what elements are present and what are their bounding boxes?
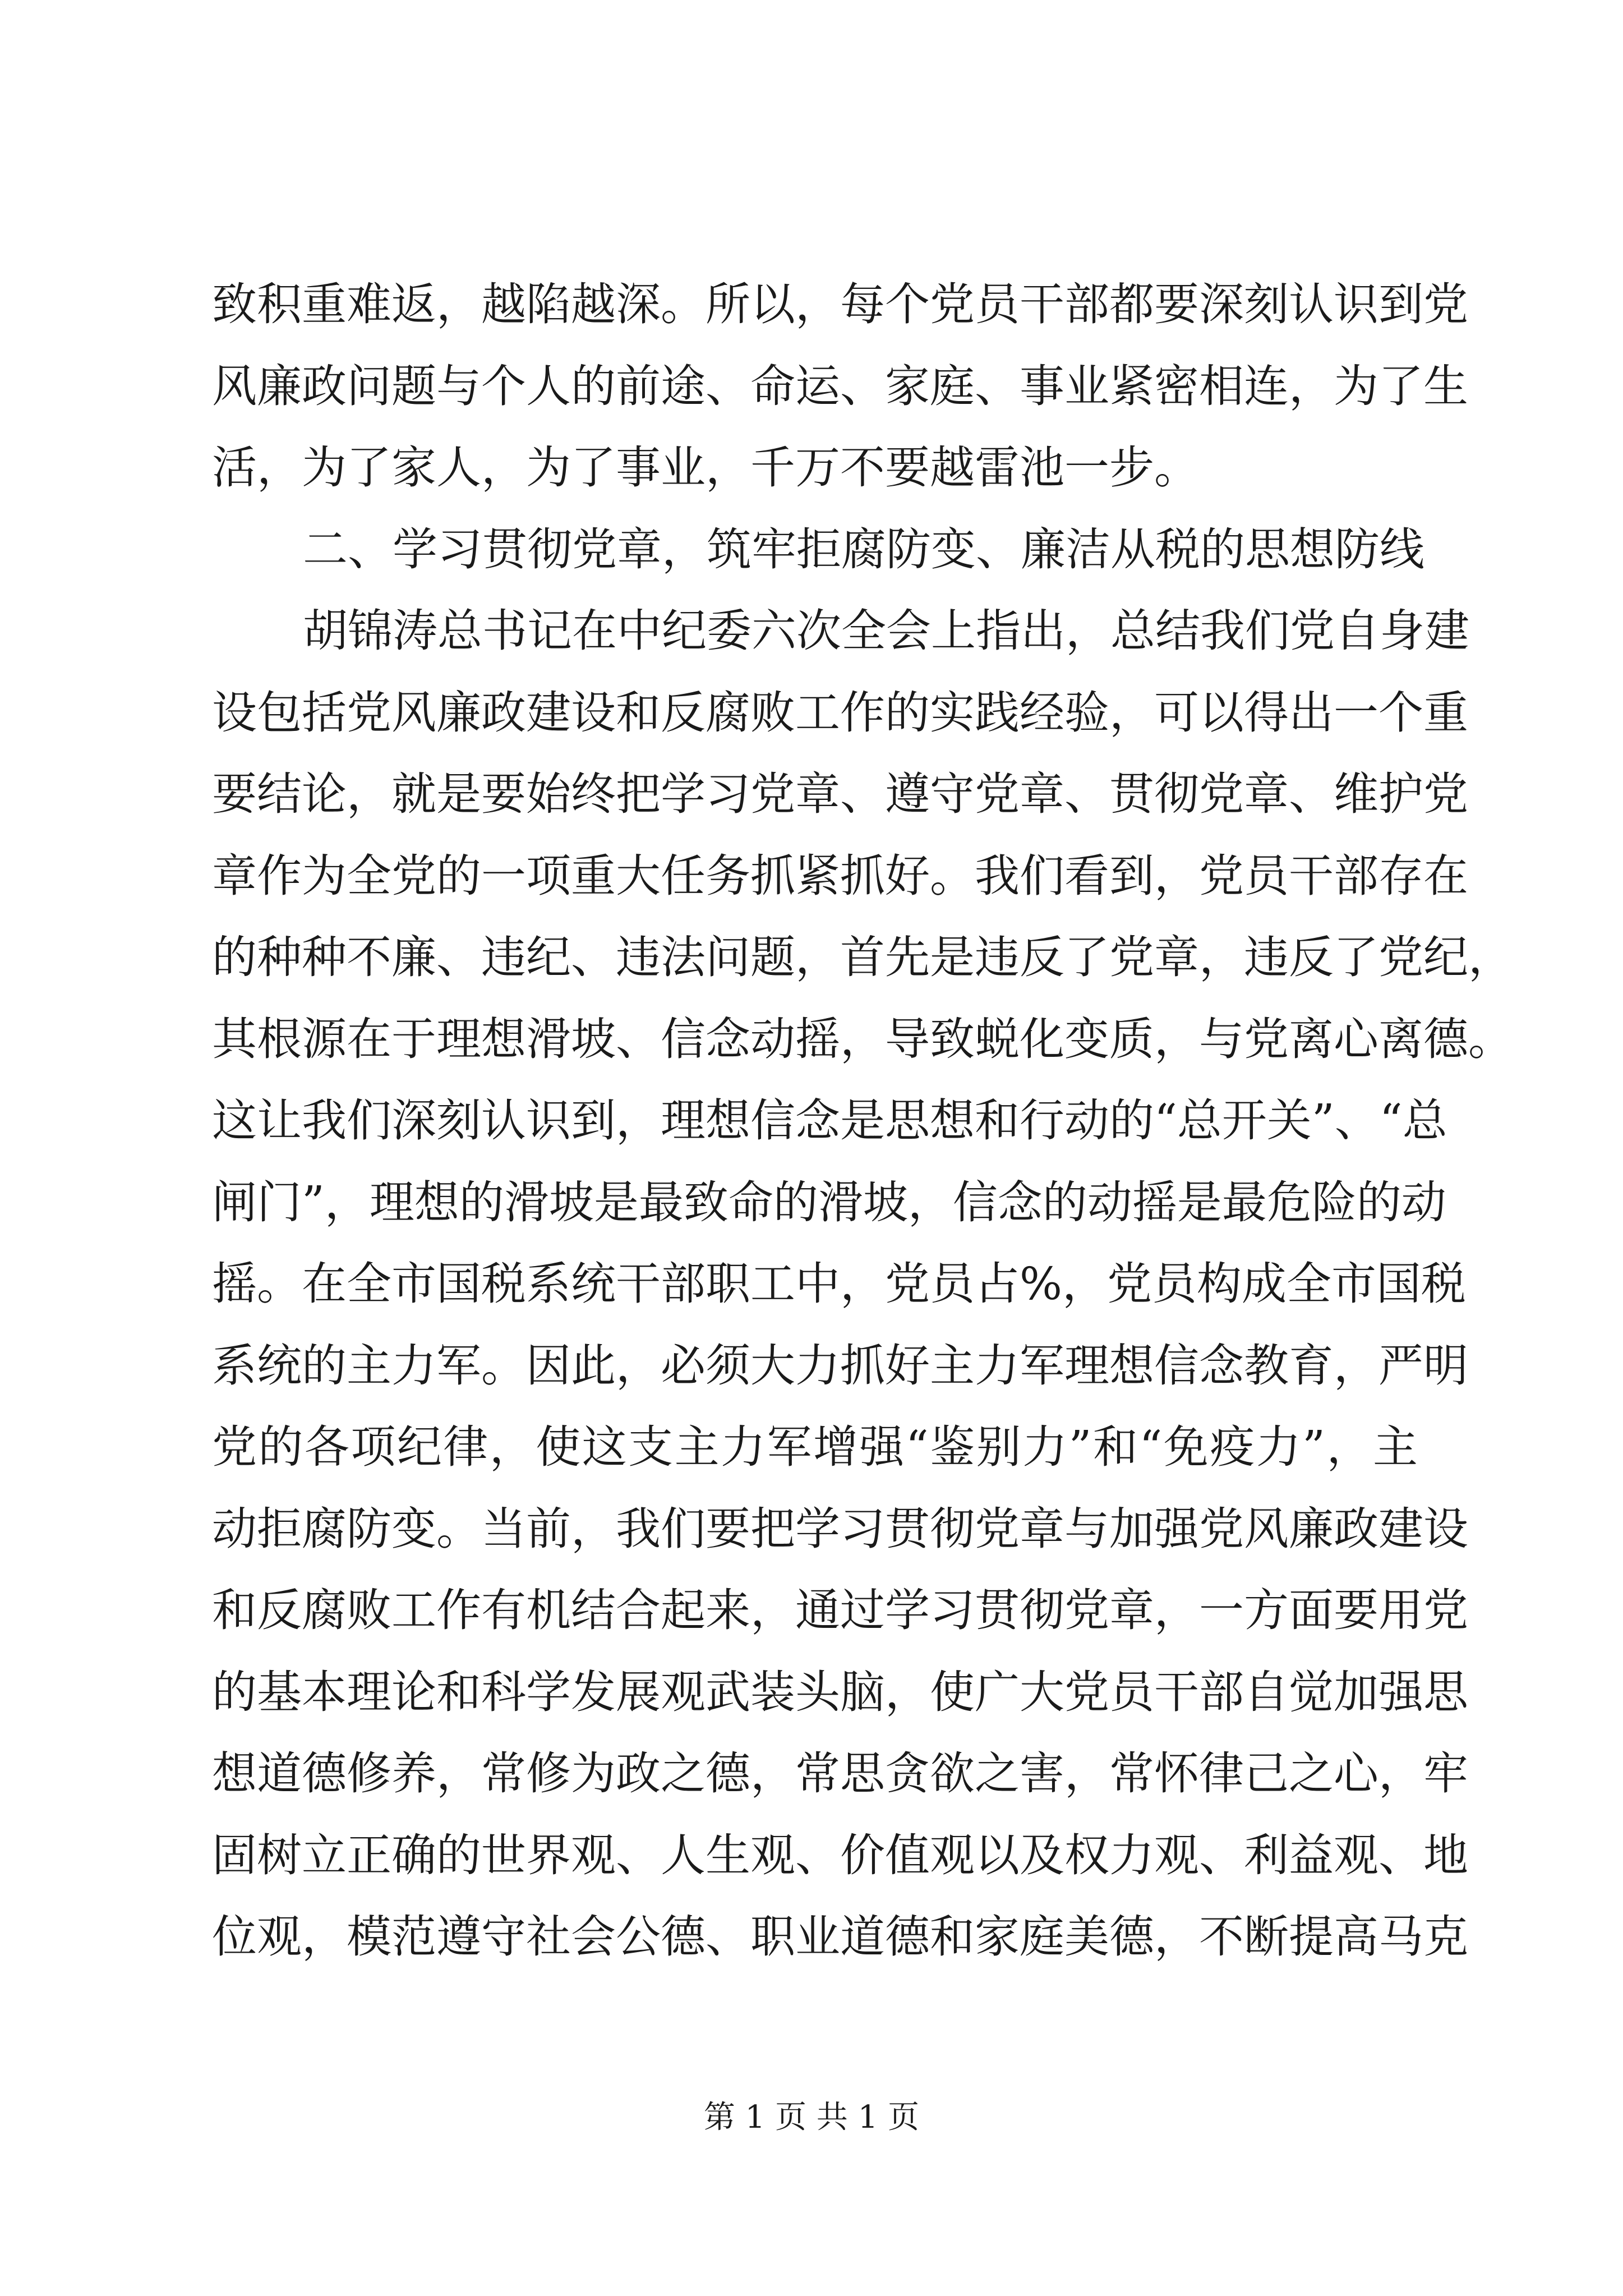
text-line: 这让我们深刻认识到，理想信念是思想和行动的“总开关”、“总 [212, 1094, 1447, 1147]
text-line: 摇。在全市国税系统干部职工中，党员占%，党员构成全市国税 [212, 1258, 1467, 1310]
text-line: 风廉政问题与个人的前途、命运、家庭、事业紧密相连，为了生 [212, 360, 1468, 412]
text-line: 其根源在于理想滑坡、信念动摇，导致蜕化变质，与党离心离德。 [212, 1013, 1513, 1065]
text-line: 致积重难返，越陷越深。所以，每个党员干部都要深刻认识到党 [212, 278, 1468, 330]
text-line: 位观，模范遵守社会公德、职业道德和家庭美德，不断提高马克 [212, 1911, 1468, 1963]
text-line: 设包括党风廉政建设和反腐败工作的实践经验，可以得出一个重 [212, 686, 1468, 739]
text-line: 和反腐败工作有机结合起来，通过学习贯彻党章，一方面要用党 [212, 1584, 1468, 1636]
text-line: 的基本理论和科学发展观武装头脑，使广大党员干部自觉加强思 [212, 1665, 1468, 1718]
text-line: 活，为了家人，为了事业，千万不要越雷池一步。 [212, 441, 1199, 494]
text-line: 胡锦涛总书记在中纪委六次全会上指出，总结我们党自身建 [303, 605, 1469, 657]
text-line: 章作为全党的一项重大任务抓紧抓好。我们看到，党员干部存在 [212, 849, 1468, 902]
text-line: 的种种不廉、违纪、违法问题，首先是违反了党章，违反了党纪， [212, 931, 1513, 983]
text-line: 党的各项纪律，使这支主力军增强“鉴别力”和“免疫力”，主 [212, 1421, 1418, 1473]
section-heading: 二、学习贯彻党章，筑牢拒腐防变、廉洁从税的思想防线 [303, 523, 1424, 576]
text-line: 要结论，就是要始终把学习党章、遵守党章、贯彻党章、维护党 [212, 768, 1468, 820]
text-line: 动拒腐防变。当前，我们要把学习贯彻党章与加强党风廉政建设 [212, 1502, 1468, 1555]
text-line: 想道德修养，常修为政之德，常思贪欲之害，常怀律己之心，牢 [212, 1747, 1468, 1800]
text-line: 闸门”，理想的滑坡是最致命的滑坡，信念的动摇是最危险的动 [212, 1176, 1446, 1228]
body-text [212, 264, 1513, 1978]
text-line: 固树立正确的世界观、人生观、价值观以及权力观、利益观、地 [212, 1829, 1468, 1881]
text-line: 系统的主力军。因此，必须大力抓好主力军理想信念教育，严明 [212, 1339, 1468, 1392]
page-footer: 第 1 页 共 1 页 [703, 2099, 920, 2136]
